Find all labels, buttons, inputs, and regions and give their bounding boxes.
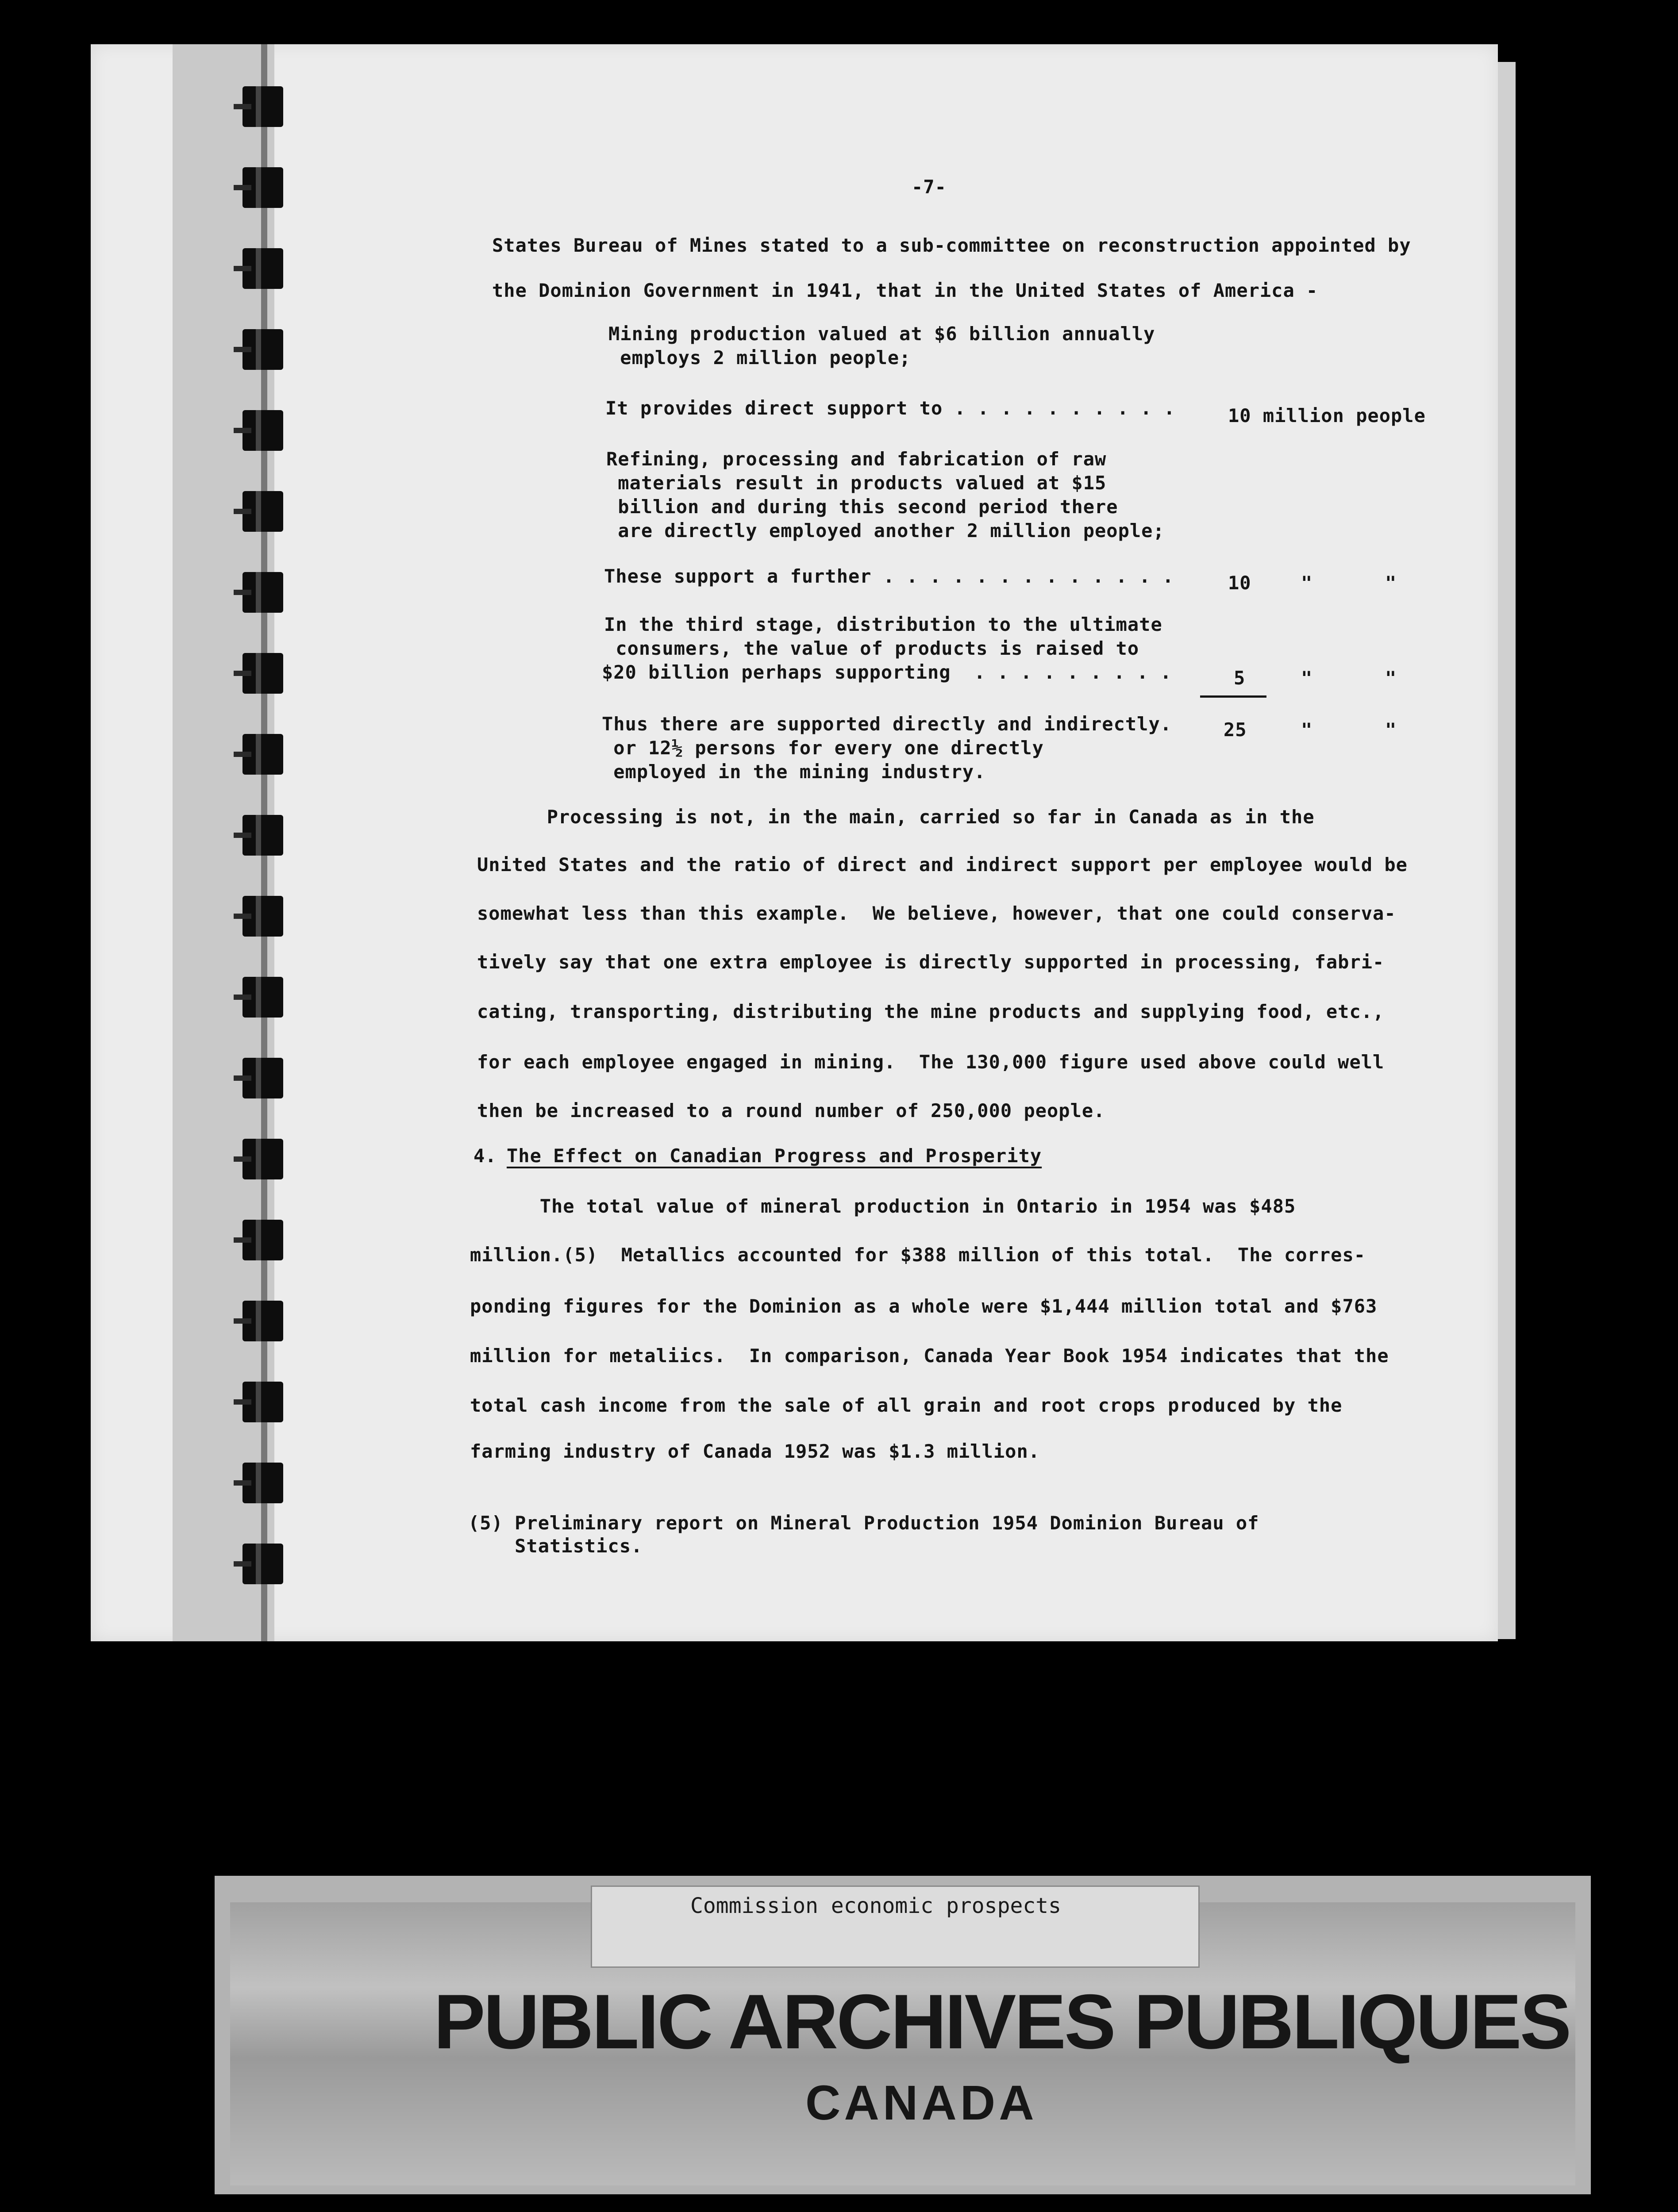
sum-rule	[1200, 695, 1266, 698]
item-3-line-3: billion and during this second period there	[606, 496, 1118, 518]
item-3-line-1: Refining, processing and fabrication of raw	[606, 448, 1107, 470]
item-6-ditto-1: "	[1301, 719, 1313, 741]
paragraph-1-line-5: cating, transporting, distributing the mine products and supplying food, etc.,	[477, 1001, 1385, 1022]
page-edge	[1498, 62, 1516, 1639]
item-6-line-1: Thus there are supported directly and indirectly.	[602, 713, 1172, 735]
archive-stamp-country: CANADA	[805, 2076, 1038, 2130]
binding-ring	[242, 1382, 283, 1422]
binding-ring	[242, 410, 283, 451]
intro-line-2: the Dominion Government in 1941, that in the United States of America -	[492, 280, 1318, 301]
item-2-value: 10 million people	[1228, 405, 1426, 426]
binding-ring	[242, 86, 283, 127]
paragraph-1-line-7: then be increased to a round number of 250,000 people.	[477, 1100, 1105, 1121]
paragraph-1-line-1: Processing is not, in the main, carried so far in Canada as in the	[477, 806, 1315, 828]
archive-tag-text: Commission economic prospects	[690, 1893, 1062, 1918]
paragraph-2-line-6: farming industry of Canada 1952 was $1.3 million.	[470, 1440, 1040, 1462]
binding-ring	[242, 248, 283, 289]
item-3-line-4: are directly employed another 2 million people;	[606, 520, 1165, 541]
item-5-ditto-1: "	[1301, 667, 1313, 689]
binding-ring	[242, 1544, 283, 1584]
item-6-value: 25	[1224, 719, 1247, 741]
item-6-ditto-2: "	[1385, 719, 1397, 741]
binding-ring	[242, 653, 283, 694]
binding-ring	[242, 491, 283, 532]
paragraph-2-line-1: The total value of mineral production in Ontario in 1954 was $485	[470, 1195, 1296, 1217]
binding-ring	[242, 572, 283, 613]
paragraph-1-line-3: somewhat less than this example. We believe, however, that one could conserva-	[477, 902, 1396, 924]
item-5-line-2: consumers, the value of products is raised to	[604, 637, 1139, 659]
binding-ring	[242, 167, 283, 208]
binding-ring	[242, 734, 283, 775]
footnote-line-2: Statistics.	[468, 1535, 643, 1557]
binding-ring	[242, 1058, 283, 1098]
paragraph-1-line-2: United States and the ratio of direct and indirect support per employee would be	[477, 854, 1408, 876]
item-6-line-3: employed in the mining industry.	[602, 761, 986, 783]
paragraph-1-line-4: tively say that one extra employee is directly supported in processing, fabri-	[477, 951, 1385, 973]
footnote-line-1: (5) Preliminary report on Mineral Production 1954 Dominion Bureau of	[468, 1512, 1259, 1534]
item-4-ditto-1: "	[1301, 572, 1313, 594]
item-5-ditto-2: "	[1385, 667, 1397, 689]
item-1-line-2: employs 2 million people;	[608, 347, 911, 369]
item-6-line-2: or 12½ persons for every one directly	[602, 737, 1044, 759]
item-2-line-1: It provides direct support to . . . . . . . . . .	[605, 397, 1176, 419]
section-heading: The Effect on Canadian Progress and Prosperity	[507, 1145, 1042, 1167]
page-number: -7-	[912, 176, 947, 198]
section-number: 4.	[473, 1145, 497, 1167]
item-4-line-1: These support a further . . . . . . . . . . . . .	[604, 565, 1174, 587]
item-4-ditto-2: "	[1385, 572, 1397, 594]
binding-ring	[242, 1139, 283, 1179]
binding-ring	[242, 977, 283, 1018]
binding-ring	[242, 1463, 283, 1503]
paragraph-2-line-3: ponding figures for the Dominion as a whole were $1,444 million total and $763	[470, 1295, 1378, 1317]
binding-ring	[242, 1220, 283, 1260]
item-5-value: 5	[1234, 667, 1246, 689]
item-3-line-2: materials result in products valued at $15	[606, 472, 1107, 494]
paragraph-2-line-5: total cash income from the sale of all grain and root crops produced by the	[470, 1394, 1343, 1416]
item-4-value: 10	[1228, 572, 1251, 594]
paragraph-2-line-4: million for metaliics. In comparison, Canada Year Book 1954 indicates that the	[470, 1345, 1389, 1367]
item-5-line-3: $20 billion perhaps supporting . . . . . . . . .	[602, 661, 1172, 683]
binding-ring	[242, 329, 283, 370]
binding-ring	[242, 815, 283, 856]
paragraph-2-line-2: million.(5) Metallics accounted for $388 million of this total. The corres-	[470, 1244, 1366, 1266]
archive-stamp-title: PUBLIC ARCHIVES PUBLIQUES	[434, 1979, 1570, 2065]
item-5-line-1: In the third stage, distribution to the ultimate	[604, 614, 1162, 635]
paragraph-1-line-6: for each employee engaged in mining. The 130,000 figure used above could well	[477, 1051, 1385, 1073]
intro-line-1: States Bureau of Mines stated to a sub-committee on reconstruction appointed by	[492, 234, 1411, 256]
binding-ring	[242, 896, 283, 937]
binding-ring	[242, 1301, 283, 1341]
item-1-line-1: Mining production valued at $6 billion annually	[608, 323, 1155, 345]
